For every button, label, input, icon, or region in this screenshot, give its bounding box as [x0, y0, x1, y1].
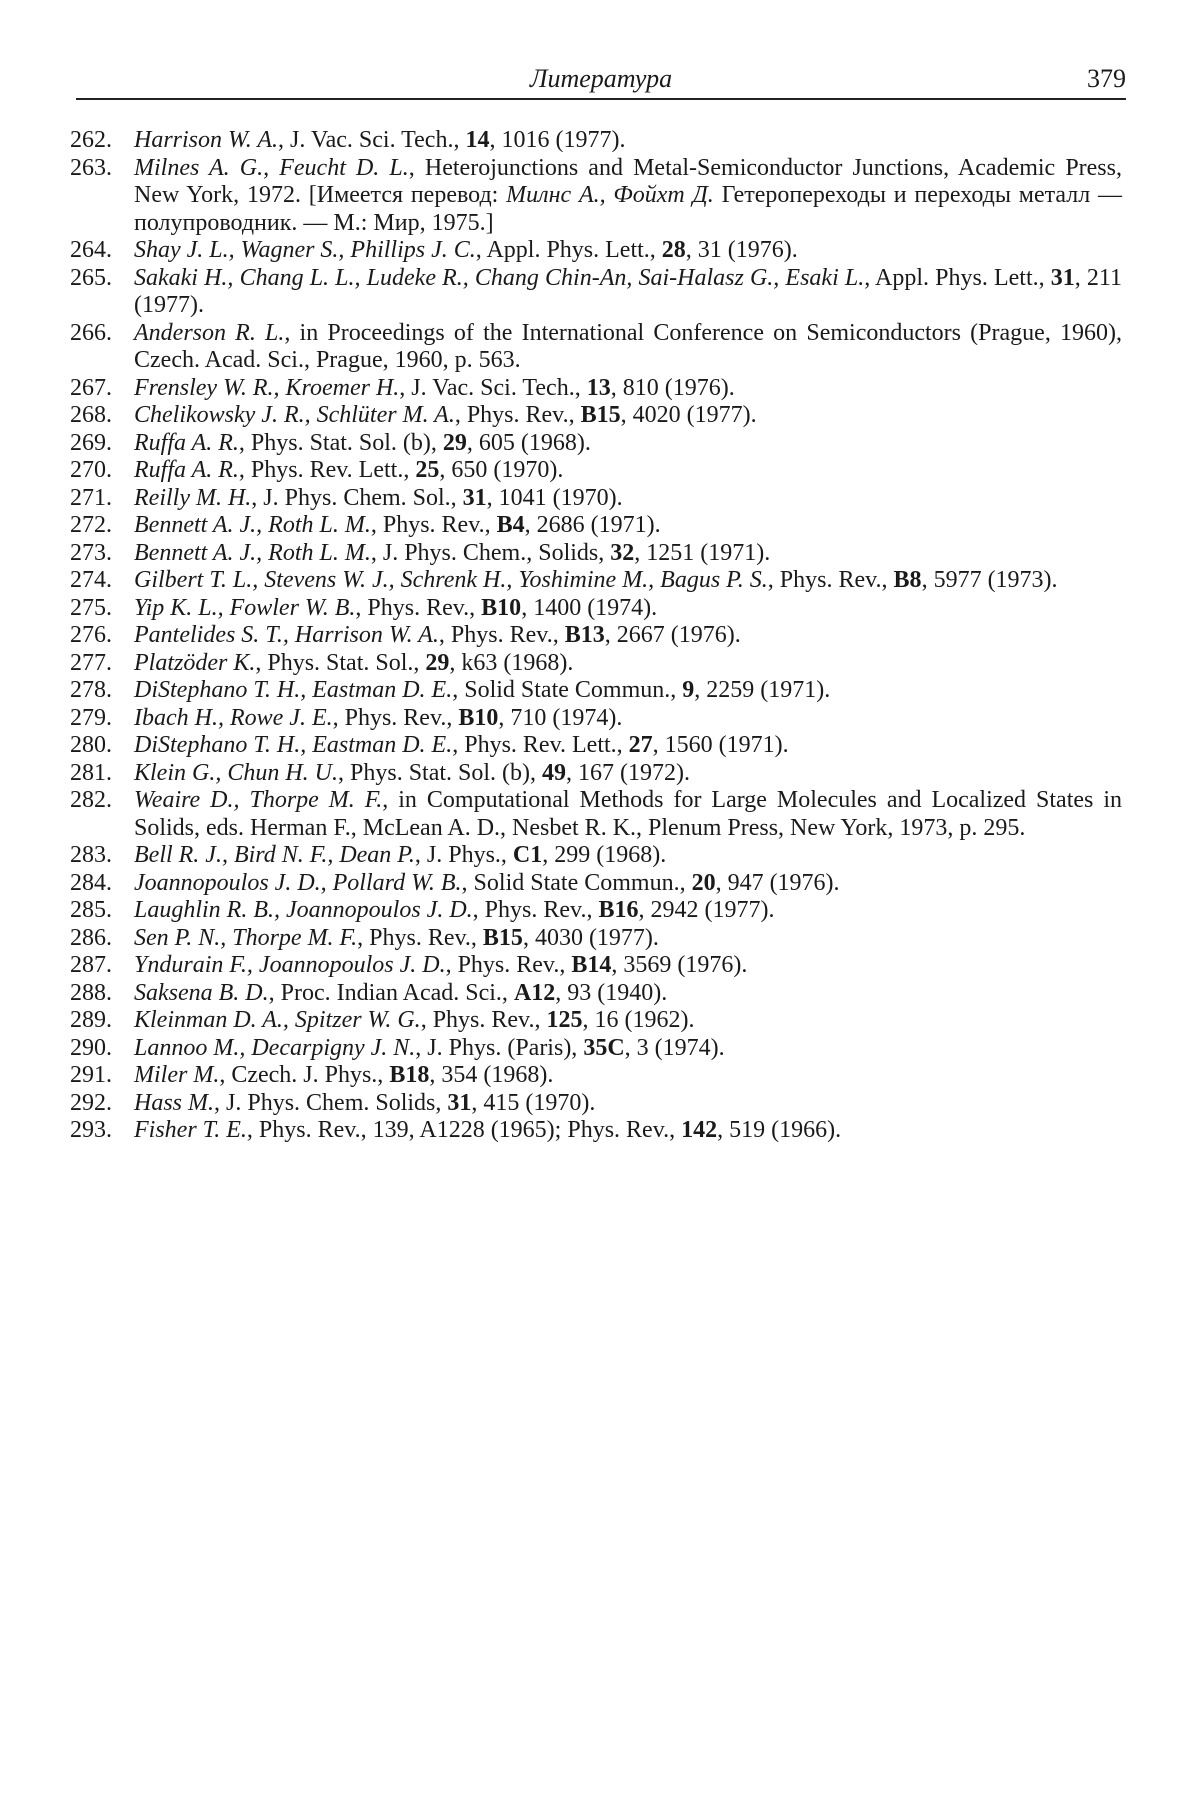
reference-segment: , Solid State Commun., — [461, 869, 692, 896]
reference-entry — [70, 1035, 1122, 1063]
reference-segment: Гетеропереходы и переходы металл — полупроводник. — М.: Мир, 1975.] — [134, 182, 1123, 236]
reference-entry — [70, 870, 1122, 898]
reference-entry — [70, 127, 1122, 155]
reference-volume: 25 — [415, 457, 440, 483]
reference-segment: , Phys. Rev., — [454, 402, 581, 428]
reference-segment: , 810 (1976). — [610, 374, 735, 401]
reference-volume: B10 — [458, 704, 499, 731]
reference-text — [134, 512, 1122, 540]
reference-text — [134, 457, 1122, 485]
reference-volume: 31 — [1050, 264, 1075, 291]
reference-volume: 142 — [681, 1117, 718, 1143]
reference-number: 291. — [70, 1062, 112, 1088]
reference-entry — [70, 952, 1122, 980]
reference-segment: , 650 (1970). — [439, 457, 564, 483]
reference-segment: , 519 (1966). — [717, 1117, 842, 1143]
reference-authors: Yip K. L., Fowler W. B. — [134, 594, 356, 621]
reference-text — [134, 485, 1122, 513]
reference-volume: 31 — [462, 484, 487, 511]
reference-segment: , Phys. Stat. Sol., — [255, 649, 426, 676]
reference-number: 270. — [70, 457, 112, 483]
reference-entry — [70, 512, 1122, 540]
reference-segment: , in Proceedings of the International Conference on Semiconductors (Prague, 1960), Czech. Acad. Sci., Prague, 1960, p. 563. — [134, 319, 1122, 373]
reference-segment: , Phys. Rev., — [420, 1007, 547, 1033]
reference-volume: 28 — [661, 237, 686, 263]
reference-text — [134, 567, 1122, 595]
reference-text — [134, 650, 1122, 678]
reference-authors: Pantelides S. T., Harrison W. A. — [134, 622, 439, 648]
reference-segment: , 16 (1962). — [582, 1007, 695, 1033]
reference-authors: Saksena B. D. — [134, 979, 269, 1006]
reference-entry — [70, 320, 1122, 375]
reference-number: 269. — [70, 429, 112, 456]
reference-segment: , 3569 (1976). — [611, 952, 748, 978]
reference-authors: Kleinman D. A., Spitzer W. G. — [134, 1007, 421, 1033]
reference-authors: DiStephano T. H., Eastman D. E. — [134, 677, 453, 703]
reference-text — [134, 1035, 1122, 1063]
reference-text — [134, 127, 1122, 155]
reference-number: 264. — [70, 237, 112, 263]
reference-number: 262. — [70, 127, 112, 153]
reference-segment: , 1400 (1974). — [521, 594, 658, 621]
reference-entry — [70, 540, 1122, 568]
reference-entry — [70, 402, 1122, 430]
reference-volume: 29 — [442, 429, 467, 456]
reference-text — [134, 595, 1122, 623]
reference-entry — [70, 457, 1122, 485]
reference-segment: , Phys. Rev., — [332, 704, 459, 731]
reference-text — [134, 320, 1122, 375]
reference-segment: , 2667 (1976). — [604, 622, 741, 648]
reference-segment: , 1251 (1971). — [634, 539, 771, 566]
reference-entry — [70, 1062, 1122, 1090]
reference-entry — [70, 1117, 1122, 1145]
reference-segment: , J. Phys. Chem. Solids, — [214, 1089, 448, 1116]
reference-text — [134, 980, 1122, 1008]
reference-entry — [70, 567, 1122, 595]
reference-entry — [70, 485, 1122, 513]
reference-authors: Bennett A. J., Roth L. M. — [134, 539, 371, 566]
reference-number: 290. — [70, 1034, 112, 1061]
reference-authors: Miler M. — [134, 1062, 220, 1088]
reference-segment: , Phys. Rev. Lett., — [238, 457, 416, 483]
reference-text — [134, 952, 1122, 980]
reference-text — [134, 787, 1122, 842]
reference-entry — [70, 375, 1122, 403]
reference-number: 265. — [70, 264, 112, 291]
reference-number: 267. — [70, 374, 112, 401]
reference-number: 263. — [70, 154, 112, 181]
reference-authors: Joannopoulos J. D., Pollard W. B. — [134, 869, 462, 896]
reference-number: 279. — [70, 704, 112, 731]
reference-authors: Hass M. — [134, 1089, 215, 1116]
reference-number: 293. — [70, 1117, 112, 1143]
reference-segment: , 93 (1940). — [555, 979, 668, 1006]
reference-segment: , Heterojunctions and Metal-Semiconductor Junctions, Academic Press, New York, 1972. [Имеется перевод: — [134, 154, 1122, 208]
reference-number: 280. — [70, 732, 112, 758]
reference-text — [134, 622, 1122, 650]
reference-authors: Bell R. J., Bird N. F., Dean P. — [134, 842, 415, 868]
reference-number: 275. — [70, 594, 112, 621]
reference-number: 273. — [70, 539, 112, 566]
reference-number: 281. — [70, 759, 112, 786]
reference-volume: C1 — [512, 842, 543, 868]
reference-segment: , in Computational Methods for Large Molecules and Localized States in Solids, eds. Herman F., McLean A. D., Nesbet R. K., Plenum Press, New York, 1973, p. 295. — [134, 787, 1122, 841]
reference-authors: Laughlin R. B., Joannopoulos J. D. — [134, 897, 473, 923]
reference-entry — [70, 237, 1122, 265]
reference-volume: 125 — [546, 1007, 583, 1033]
reference-volume: B8 — [893, 567, 922, 593]
reference-text — [134, 265, 1122, 320]
reference-volume: 9 — [682, 677, 695, 703]
reference-text — [134, 897, 1122, 925]
reference-segment: , Phys. Rev., — [767, 567, 894, 593]
reference-volume: 29 — [425, 649, 450, 676]
reference-authors: Klein G., Chun H. U. — [134, 759, 338, 786]
reference-number: 286. — [70, 924, 112, 951]
reference-authors: Gilbert T. L., Stevens W. J., Schrenk H., Yoshimine M., Bagus P. S. — [134, 567, 768, 593]
reference-segment: , Phys. Rev., — [438, 622, 565, 648]
reference-text — [134, 705, 1122, 733]
reference-number: 292. — [70, 1089, 112, 1116]
reference-segment: , Phys. Rev., — [355, 594, 482, 621]
reference-volume: 31 — [447, 1089, 472, 1116]
reference-text — [134, 925, 1122, 953]
reference-volume: B15 — [482, 924, 523, 951]
reference-segment: , 31 (1976). — [685, 237, 798, 263]
reference-authors: Милнс А., Фойхт Д. — [506, 182, 714, 208]
reference-segment: , 167 (1972). — [566, 759, 691, 786]
reference-entry — [70, 925, 1122, 953]
reference-number: 271. — [70, 484, 112, 511]
reference-segment: , 2942 (1977). — [638, 897, 775, 923]
reference-segment: , Phys. Stat. Sol. (b), — [338, 759, 543, 786]
reference-number: 288. — [70, 979, 112, 1006]
reference-segment: , k63 (1968). — [449, 649, 574, 676]
reference-entry — [70, 980, 1122, 1008]
reference-segment: , Phys. Rev., — [472, 897, 599, 923]
reference-volume: 20 — [691, 869, 716, 896]
reference-segment: , Phys. Rev., — [370, 512, 497, 538]
reference-entry — [70, 265, 1122, 320]
reference-entry — [70, 622, 1122, 650]
reference-segment: , Phys. Rev., — [445, 952, 572, 978]
reference-number: 283. — [70, 842, 112, 868]
reference-volume: B15 — [580, 402, 621, 428]
reference-entry — [70, 760, 1122, 788]
page-number: 379 — [1087, 64, 1126, 93]
reference-segment: , J. Phys. Chem. Sol., — [251, 484, 463, 511]
reference-segment: , Phys. Rev., 139, A1228 (1965); Phys. Rev., — [246, 1117, 682, 1143]
reference-volume: 32 — [610, 539, 635, 566]
reference-number: 272. — [70, 512, 112, 538]
reference-entry — [70, 430, 1122, 458]
reference-volume: B18 — [389, 1062, 430, 1088]
reference-text — [134, 732, 1122, 760]
reference-entry — [70, 732, 1122, 760]
reference-authors: Anderson R. L. — [134, 319, 285, 346]
reference-volume: 35C — [583, 1034, 625, 1061]
reference-number: 287. — [70, 952, 112, 978]
reference-segment: , Proc. Indian Acad. Sci., — [268, 979, 514, 1006]
reference-segment: , 4030 (1977). — [522, 924, 659, 951]
reference-text — [134, 402, 1122, 430]
reference-entry — [70, 787, 1122, 842]
reference-number: 268. — [70, 402, 112, 428]
reference-segment: , 3 (1974). — [624, 1034, 725, 1061]
reference-number: 289. — [70, 1007, 112, 1033]
reference-number: 277. — [70, 649, 112, 676]
reference-segment: , 1560 (1971). — [652, 732, 789, 758]
reference-segment: , Czech. J. Phys., — [219, 1062, 390, 1088]
reference-segment: , 1016 (1977). — [489, 127, 626, 153]
reference-segment: , J. Phys. (Paris), — [415, 1034, 584, 1061]
reference-text — [134, 677, 1122, 705]
reference-entry — [70, 842, 1122, 870]
reference-volume: B4 — [496, 512, 525, 538]
reference-segment: , J. Phys. Chem., Solids, — [370, 539, 611, 566]
reference-number: 274. — [70, 567, 112, 593]
reference-authors: Weaire D., Thorpe M. F. — [134, 787, 383, 813]
reference-authors: Bennett A. J., Roth L. M. — [134, 512, 371, 538]
reference-segment: , 299 (1968). — [542, 842, 667, 868]
reference-volume: A12 — [513, 979, 556, 1006]
reference-text — [134, 760, 1122, 788]
reference-text — [134, 1007, 1122, 1035]
reference-entry — [70, 1090, 1122, 1118]
reference-entry — [70, 155, 1122, 238]
reference-entry — [70, 595, 1122, 623]
reference-text — [134, 375, 1122, 403]
running-title: Литература — [529, 64, 673, 93]
reference-volume: B16 — [598, 897, 639, 923]
reference-authors: Fisher T. E. — [134, 1117, 247, 1143]
reference-authors: Sakaki H., Chang L. L., Ludeke R., Chang Chin-An, Sai-Halasz G., Esaki L. — [134, 264, 865, 291]
reference-entry — [70, 677, 1122, 705]
reference-segment: , 1041 (1970). — [486, 484, 623, 511]
reference-segment: , 4020 (1977). — [620, 402, 757, 428]
reference-text — [134, 237, 1122, 265]
reference-text — [134, 842, 1122, 870]
reference-authors: Reilly M. H. — [134, 484, 252, 511]
reference-number: 266. — [70, 319, 112, 346]
reference-authors: Ruffa A. R. — [134, 429, 239, 456]
reference-segment: , 415 (1970). — [471, 1089, 596, 1116]
reference-segment: , Phys. Rev., — [357, 924, 483, 951]
reference-volume: 49 — [542, 759, 567, 786]
reference-segment: , 2686 (1971). — [524, 512, 661, 538]
reference-number: 278. — [70, 677, 112, 703]
reference-segment: , Appl. Phys. Lett., — [864, 264, 1051, 291]
reference-number: 284. — [70, 869, 112, 896]
reference-segment: , J. Vac. Sci. Tech., — [399, 374, 587, 401]
reference-number: 285. — [70, 897, 112, 923]
reference-text — [134, 155, 1122, 238]
reference-entry — [70, 1007, 1122, 1035]
reference-entry — [70, 897, 1122, 925]
reference-text — [134, 430, 1122, 458]
reference-authors: Harrison W. A. — [134, 127, 279, 153]
reference-number: 276. — [70, 622, 112, 648]
reference-segment: , Appl. Phys. Lett., — [475, 237, 662, 263]
reference-authors: Sen P. N., Thorpe M. F. — [134, 924, 358, 951]
reference-segment: , Phys. Stat. Sol. (b), — [238, 429, 443, 456]
reference-authors: Lannoo M., Decarpigny J. N. — [134, 1034, 416, 1061]
reference-volume: B10 — [481, 594, 522, 621]
reference-volume: 27 — [628, 732, 653, 758]
reference-authors: Platzöder K. — [134, 649, 256, 676]
reference-volume: 14 — [465, 127, 490, 153]
reference-authors: Milnes A. G., Feucht D. L. — [134, 154, 409, 181]
reference-segment: , Phys. Rev. Lett., — [452, 732, 629, 758]
reference-volume: B13 — [564, 622, 605, 648]
reference-authors: Ibach H., Rowe J. E. — [134, 704, 333, 731]
running-head — [76, 62, 1126, 100]
reference-segment: , 710 (1974). — [498, 704, 623, 731]
reference-segment: , 2259 (1971). — [694, 677, 831, 703]
reference-list — [70, 127, 1122, 1145]
reference-entry — [70, 705, 1122, 733]
reference-authors: DiStephano T. H., Eastman D. E. — [134, 732, 453, 758]
reference-segment: , 211 (1977). — [134, 264, 1123, 318]
reference-authors: Shay J. L., Wagner S., Phillips J. C. — [134, 237, 476, 263]
reference-segment: , 5977 (1973). — [921, 567, 1058, 593]
reference-segment: , 947 (1976). — [715, 869, 840, 896]
reference-text — [134, 540, 1122, 568]
reference-authors: Yndurain F., Joannopoulos J. D. — [134, 952, 446, 978]
reference-authors: Chelikowsky J. R., Schlüter M. A. — [134, 402, 455, 428]
reference-text — [134, 1117, 1122, 1145]
reference-segment: , 354 (1968). — [429, 1062, 554, 1088]
reference-number: 282. — [70, 787, 112, 813]
reference-segment: , J. Vac. Sci. Tech., — [278, 127, 466, 153]
reference-segment: , J. Phys., — [414, 842, 513, 868]
reference-authors: Ruffa A. R. — [134, 457, 239, 483]
reference-volume: B14 — [571, 952, 612, 978]
reference-text — [134, 1062, 1122, 1090]
reference-segment: , Solid State Commun., — [452, 677, 683, 703]
reference-text — [134, 1090, 1122, 1118]
reference-text — [134, 870, 1122, 898]
reference-authors: Frensley W. R., Kroemer H. — [134, 374, 400, 401]
reference-entry — [70, 650, 1122, 678]
reference-volume: 13 — [586, 374, 611, 401]
reference-segment: , 605 (1968). — [466, 429, 591, 456]
